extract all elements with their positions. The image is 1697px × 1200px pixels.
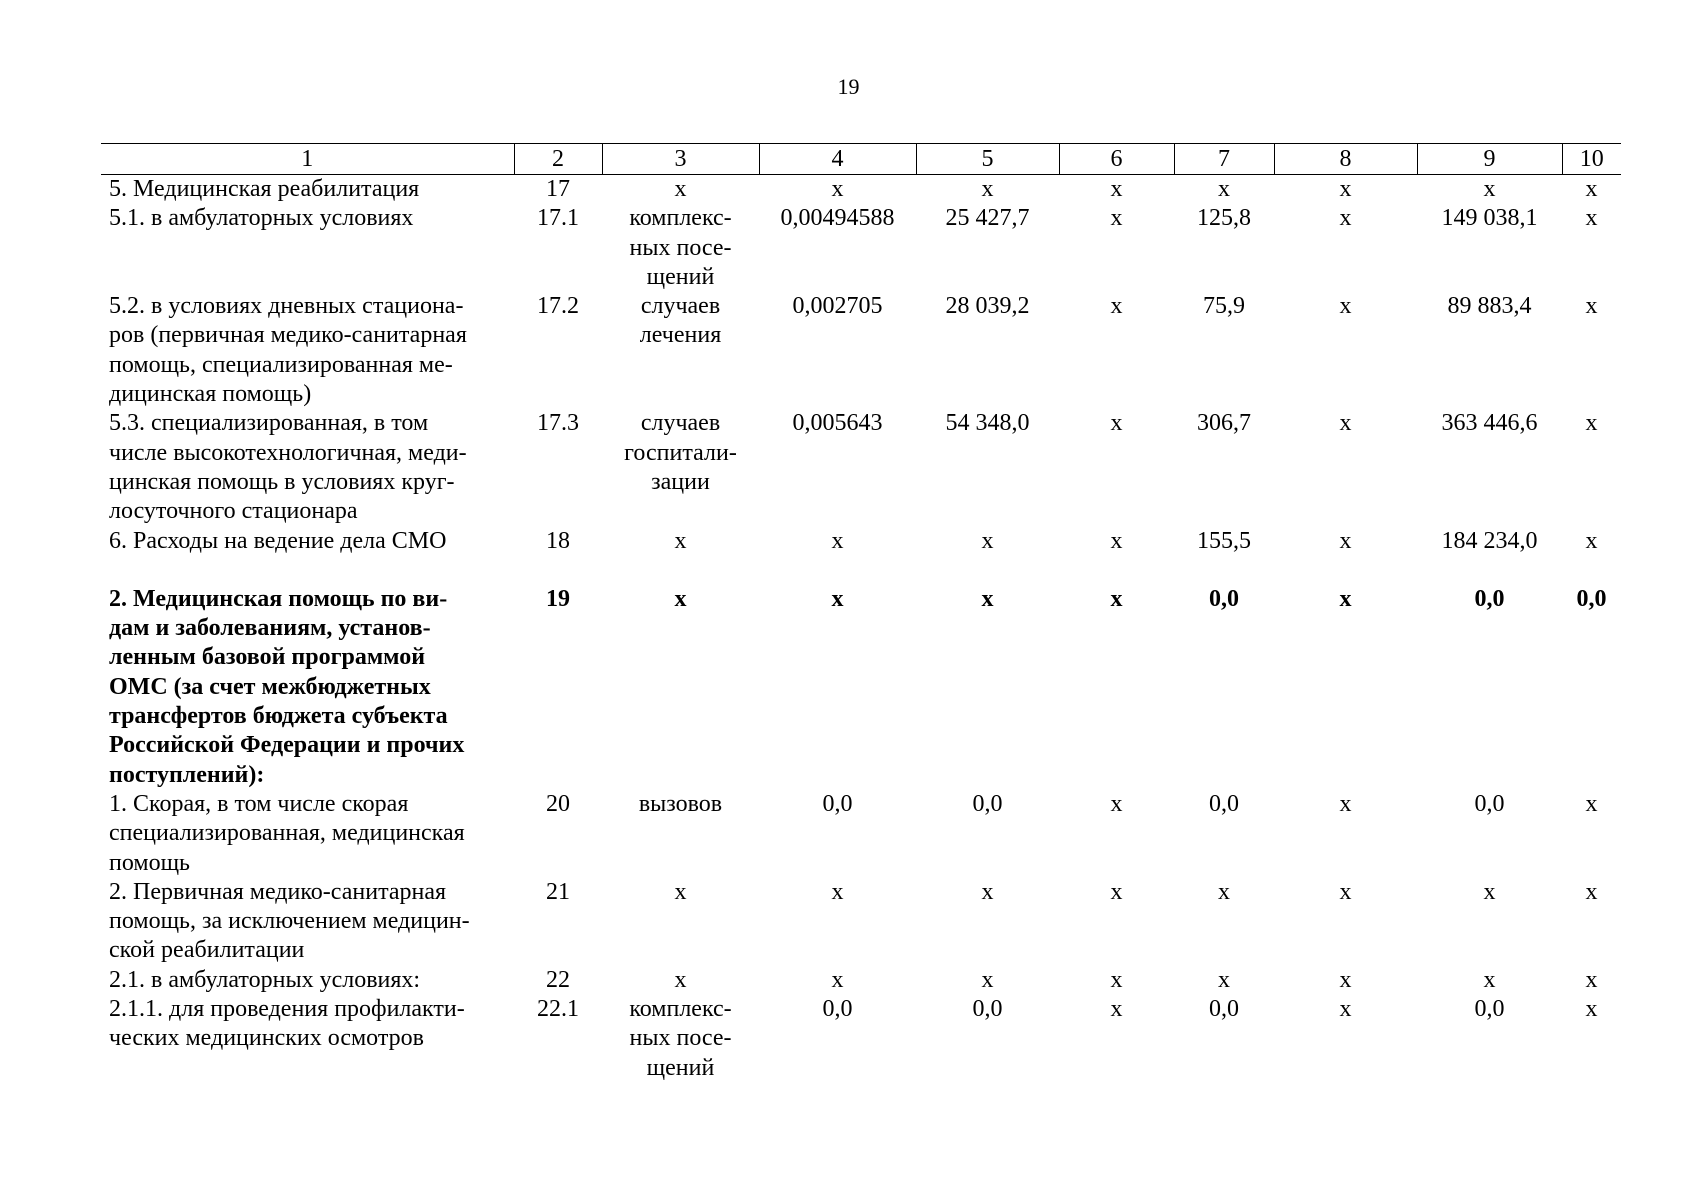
table-row [101,966,1621,995]
table-cell-col-7: х [1218,966,1230,993]
table-row [101,409,1621,526]
header-cell-5: 5 [916,144,1059,175]
table-cell-col-8: х [1339,790,1352,817]
table-cell-col-5: х [981,878,994,905]
table-cell-col-4: х [831,966,844,993]
table-cell-col-3: х [674,527,687,554]
table-cell-col-6: х [1110,996,1123,1023]
table-cell-col-8: х [1339,966,1352,993]
table-cell-col-6: х [1110,293,1123,320]
table-cell-col-2: 17.1 [537,205,579,232]
table-cell-col-9: 89 883,4 [1447,293,1532,320]
header-cell-2: 2 [514,144,602,175]
row-label-cell: 1. Скорая, в том числе скорая специализированная, медицинская помощь [109,790,465,876]
table-cell-col-2: 17.3 [537,410,579,437]
table-cell-col-3: вызовов [638,790,723,817]
table-cell-col-5: х [981,966,994,993]
table-cell-col-5: х [981,585,994,612]
table-cell-col-9: х [1483,176,1496,202]
table-cell-col-7: 155,5 [1197,527,1251,554]
table-cell-col-4: 0,00494588 [780,205,895,232]
data-table [101,143,1621,1083]
header-cell-8: 8 [1274,144,1417,175]
table-cell-col-6: х [1110,410,1123,437]
table-cell-col-3: х [674,966,687,993]
table-cell-col-10: х [1585,410,1598,437]
table-cell-col-9: 149 038,1 [1441,205,1538,232]
table-cell-col-6: х [1110,527,1123,554]
header-cell-4: 4 [759,144,916,175]
table-cell-col-7: х [1218,176,1230,202]
row-label-cell: 2.1.1. для проведения профилакти- ческих медицинских осмотров [109,996,465,1052]
row-label-cell: 2. Первичная медико-санитарная помощь, за исключением медицин- ской реабилитации [109,878,470,964]
table-cell-col-3: х [674,585,687,612]
table-cell-col-7: 75,9 [1203,293,1245,320]
table-cell-col-2: 17.2 [537,293,579,320]
row-label-cell: 5.1. в амбулаторных условиях [109,205,414,232]
table-cell-col-8: х [1339,585,1352,612]
header-cell-3: 3 [602,144,759,175]
table-cell-col-10: х [1585,527,1598,554]
table-cell-col-7: 125,8 [1197,205,1251,232]
table-row [101,556,1621,790]
row-label-cell: 5. Медицинская реабилитация [109,176,420,202]
table-cell-col-3: комплекс- ных посе- щений [629,205,732,290]
table-body [101,175,1621,1083]
table-cell-col-6: х [1110,585,1123,612]
table-cell-col-4: 0,005643 [792,410,883,437]
table-cell-col-3: случаев госпитали- зации [624,410,737,495]
table-cell-col-6: х [1110,966,1123,993]
table-cell-col-10: 0,0 [1576,585,1607,612]
table-cell-col-7: 0,0 [1209,996,1239,1023]
table-cell-col-9: 0,0 [1474,585,1505,612]
table-row [101,790,1621,878]
table-cell-col-6: х [1110,878,1123,905]
table-cell-col-9: х [1483,966,1496,993]
table-cell-col-2: 22.1 [537,996,579,1023]
table-cell-col-3: комплекс- ных посе- щений [629,996,732,1081]
table-row [101,204,1621,292]
table-cell-col-9: х [1483,878,1496,905]
table-cell-col-6: х [1110,205,1123,232]
row-label-cell: 5.3. специализированная, в том числе высокотехнологичная, меди- цинская помощь в условиях круг- лосуточного стационара [109,410,467,525]
header-row [101,144,1621,175]
table-cell-col-4: х [831,585,844,612]
table-cell-col-5: х [981,527,994,554]
table-cell-col-4: х [831,527,844,554]
table-cell-col-10: х [1585,205,1598,232]
row-label-cell: 2.1. в амбулаторных условиях: [109,966,421,993]
row-label-cell: 5.2. в условиях дневных стациона- ров (первичная медико-санитарная помощь, специализированная ме- дицинская помощь) [109,293,467,408]
table-cell-col-7: 0,0 [1209,585,1239,612]
row-label-cell: 2. Медицинская помощь по ви- дам и заболеваниям, установ- ленным базовой программой ОМС (за счет межбюджетных трансфертов бюджета субъекта Российской Федерации и прочих поступлений): [109,585,465,788]
table-cell-col-10: х [1585,176,1598,202]
table-cell-col-10: х [1585,996,1598,1023]
table-cell-col-2: 18 [546,527,570,554]
table-cell-col-9: 0,0 [1474,996,1505,1023]
row-label-cell: 6. Расходы на ведение дела СМО [109,527,447,554]
table-cell-col-3: х [674,878,687,905]
table-cell-col-8: х [1339,176,1352,202]
table-cell-col-6: х [1110,790,1123,817]
table-cell-col-5: х [981,176,994,202]
table-cell-col-4: х [831,176,844,202]
table-cell-col-10: х [1585,790,1598,817]
table-cell-col-2: 20 [546,790,570,817]
header-cell-9: 9 [1417,144,1562,175]
table-row [101,292,1621,409]
table-cell-col-2: 19 [546,585,570,612]
table-cell-col-10: х [1585,878,1598,905]
table-cell-col-2: 22 [546,966,570,993]
table-cell-col-4: 0,0 [822,996,853,1023]
table-cell-col-8: х [1339,878,1352,905]
table-cell-col-6: х [1110,176,1123,202]
table-cell-col-9: 0,0 [1474,790,1505,817]
table-row [101,175,1621,205]
table-cell-col-7: х [1218,878,1230,905]
table-cell-col-7: 0,0 [1209,790,1239,817]
table-cell-col-2: 17 [546,176,570,202]
header-cell-10: 10 [1562,144,1621,175]
table-row [101,995,1621,1083]
table-cell-col-9: 184 234,0 [1441,527,1538,554]
table-cell-col-9: 363 446,6 [1441,410,1538,437]
table-cell-col-8: х [1339,410,1352,437]
table-cell-col-2: 21 [546,878,570,905]
table-cell-col-3: случаев лечения [639,293,722,349]
page-number: 19 [837,74,860,99]
table-cell-col-5: 0,0 [972,996,1003,1023]
table-row [101,527,1621,556]
table-cell-col-7: 306,7 [1197,410,1251,437]
table-cell-col-10: х [1585,293,1598,320]
table-cell-col-8: х [1339,205,1352,232]
header-cell-7: 7 [1174,144,1274,175]
table-cell-col-4: х [831,878,844,905]
table-cell-col-4: 0,002705 [792,293,883,320]
table-cell-col-4: 0,0 [822,790,853,817]
table-cell-col-8: х [1339,996,1352,1023]
table-cell-col-5: 54 348,0 [945,410,1030,437]
table-cell-col-5: 25 427,7 [945,205,1030,232]
table-cell-col-5: 28 039,2 [945,293,1030,320]
table-row [101,878,1621,966]
table-cell-col-10: х [1585,966,1598,993]
header-cell-1: 1 [101,144,514,175]
table-cell-col-8: х [1339,293,1352,320]
header-cell-6: 6 [1059,144,1174,175]
table-cell-col-5: 0,0 [972,790,1003,817]
table-cell-col-3: х [674,176,687,202]
table-cell-col-8: х [1339,527,1352,554]
